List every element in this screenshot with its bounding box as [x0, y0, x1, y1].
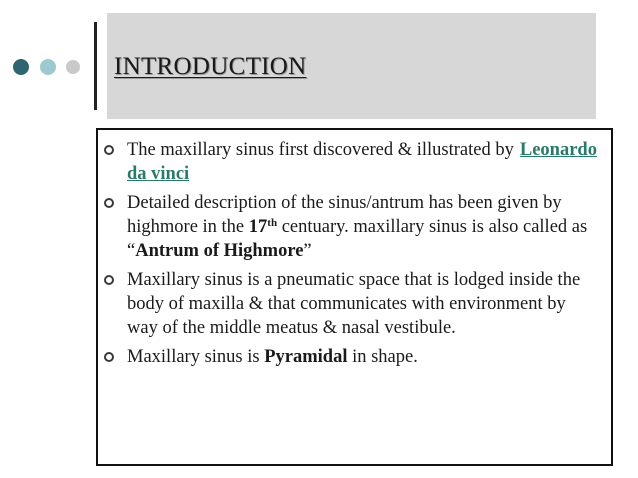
bullet-text: Maxillary sinus is a pneumatic space that is lodged inside the body of maxilla & that communicates with environment by way of the middle meatus & nasal vestibule. — [127, 270, 581, 338]
bullet-text: Maxillary sinus is — [127, 347, 265, 367]
bullet-circle-icon — [104, 198, 114, 208]
title-divider-line — [94, 22, 97, 110]
content-box — [96, 128, 613, 466]
leonardo-link[interactable]: Leonardo da vinci — [127, 140, 597, 184]
bullet-item — [98, 345, 611, 369]
bullet-item — [98, 268, 611, 340]
bullet-text: in shape. — [347, 347, 418, 367]
decorative-dot-light — [40, 59, 56, 75]
decorative-dot-dark — [13, 59, 29, 75]
decorative-dot-gray — [66, 60, 80, 74]
superscript: th — [267, 217, 278, 229]
bullet-circle-icon — [104, 145, 114, 155]
slide-title: INTRODUCTION — [114, 53, 307, 80]
bullet-text: Detailed description of the sinus/antrum has been given by highmore in the — [127, 193, 562, 237]
bullet-text: centuary. maxillary sinus is also called as “ — [127, 217, 588, 261]
bullet-item — [98, 138, 611, 186]
bullet-circle-icon — [104, 352, 114, 362]
bullet-list — [98, 138, 611, 374]
bullet-text: ” — [303, 241, 312, 261]
bullet-text: The maxillary sinus first discovered & illustrated by — [127, 140, 514, 160]
bullet-item — [98, 191, 611, 263]
bold-phrase: Antrum of Highmore — [135, 241, 304, 261]
bold-word: Pyramidal — [264, 347, 348, 367]
bold-number: 17 — [248, 217, 268, 237]
bullet-circle-icon — [104, 275, 114, 285]
